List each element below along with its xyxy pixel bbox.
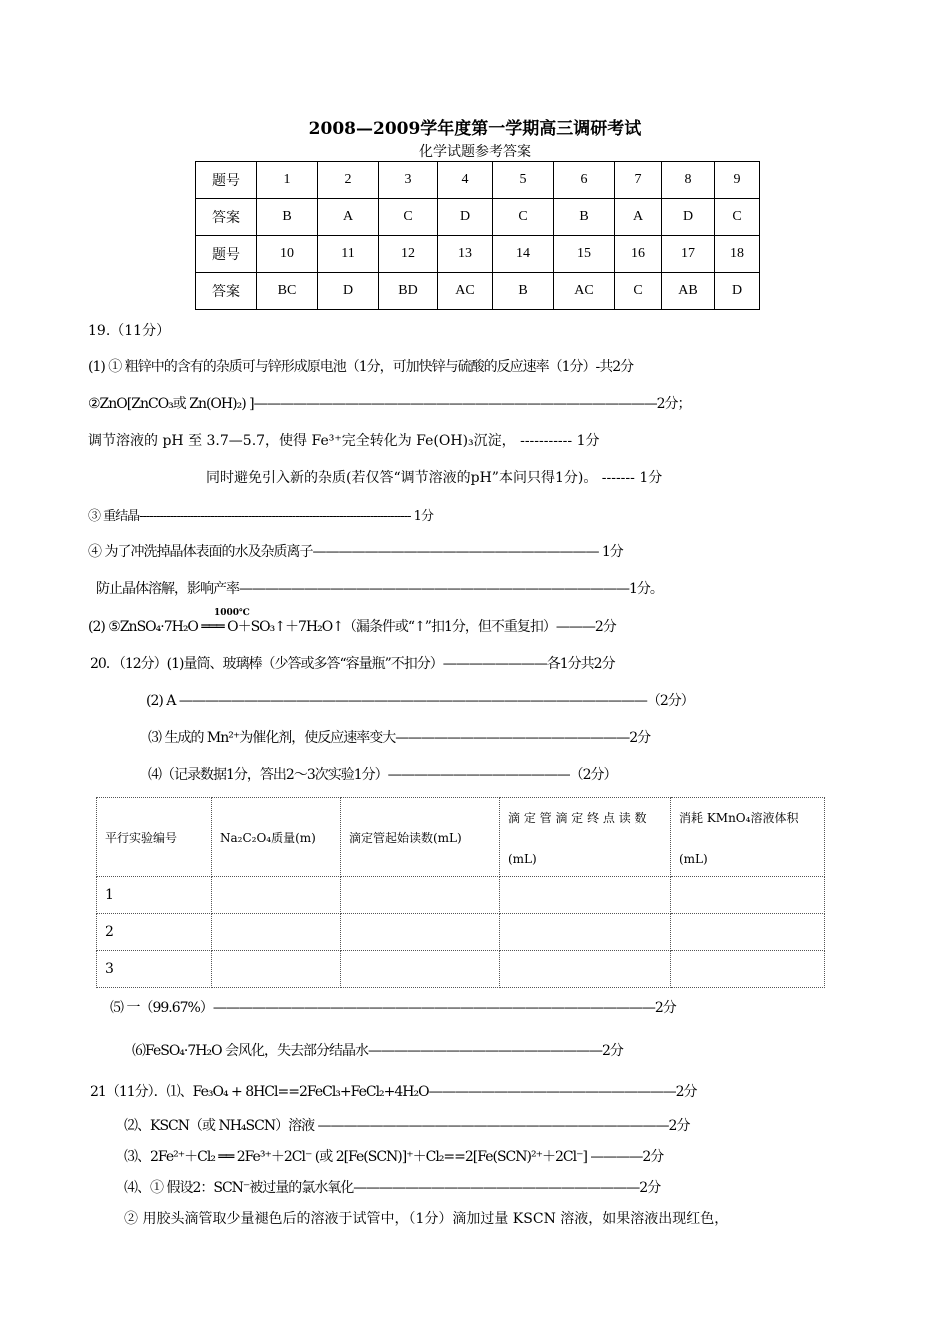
experiment-data-table bbox=[96, 797, 825, 988]
answer-cell: BD bbox=[379, 273, 438, 310]
row-label: 答案 bbox=[196, 199, 257, 236]
table-row bbox=[97, 914, 825, 951]
q20-line: (2) A ————————————————————————————————————（2分） bbox=[146, 693, 694, 709]
column-header-label: 滴 定 管 滴 定 终 点 读 数 bbox=[508, 810, 647, 825]
q21-line: ⑶、2Fe²⁺＋Cl₂ ══ 2Fe³⁺＋2Cl⁻ (或 2[Fe(SCN)]⁺＋Cl₂==2[Fe(SCN)²⁺＋2Cl⁻] ————2分 bbox=[124, 1149, 664, 1165]
row-label: 答案 bbox=[196, 273, 257, 310]
table-row bbox=[97, 798, 825, 877]
column-header: 平行实验编号 bbox=[97, 798, 212, 877]
table-row bbox=[196, 273, 760, 310]
question-number: 13 bbox=[438, 236, 493, 273]
question-number: 6 bbox=[554, 162, 615, 199]
column-header bbox=[671, 798, 825, 877]
question-number: 4 bbox=[438, 162, 493, 199]
row-number: 1 bbox=[97, 877, 212, 914]
empty-cell bbox=[212, 877, 341, 914]
column-header bbox=[500, 798, 671, 877]
question-number: 1 bbox=[257, 162, 318, 199]
column-header-unit: (mL) bbox=[508, 851, 537, 866]
column-header-label: 消耗 KMnO₄溶液体积 bbox=[679, 810, 799, 825]
empty-cell bbox=[212, 914, 341, 951]
empty-cell bbox=[500, 914, 671, 951]
empty-cell bbox=[500, 877, 671, 914]
question-number: 17 bbox=[662, 236, 715, 273]
q19-line: (1) ① 粗锌中的含有的杂质可与锌形成原电池（1分，可加快锌与硫酸的反应速率（1分）-共2分 bbox=[88, 359, 634, 375]
question-number: 18 bbox=[715, 236, 760, 273]
table-row bbox=[196, 199, 760, 236]
empty-cell bbox=[341, 914, 500, 951]
question-number: 5 bbox=[493, 162, 554, 199]
answer-cell: A bbox=[615, 199, 662, 236]
table-row bbox=[196, 236, 760, 273]
question-number: 9 bbox=[715, 162, 760, 199]
question-number: 7 bbox=[615, 162, 662, 199]
answer-cell: BC bbox=[257, 273, 318, 310]
empty-cell bbox=[671, 877, 825, 914]
question-number: 11 bbox=[318, 236, 379, 273]
q19-line: ④ 为了冲洗掉晶体表面的水及杂质离子—————————————————————— 1分 bbox=[88, 544, 623, 560]
q20-heading: 20．（12分）(1)量筒、玻璃棒（少答或多答“容量瓶”不扣分）————————各1分共2分 bbox=[90, 656, 615, 672]
q19-line: ②ZnO[ZnCO₃或 Zn(OH)₂) ]———————————————————————————————2分； bbox=[88, 396, 691, 412]
empty-cell bbox=[671, 951, 825, 988]
column-header: Na₂C₂O₄质量(m) bbox=[212, 798, 341, 877]
answer-cell: C bbox=[493, 199, 554, 236]
row-number: 2 bbox=[97, 914, 212, 951]
q21-line: ⑷、① 假设2：SCN⁻被过量的氯水氧化——————————————————————2分 bbox=[124, 1180, 661, 1196]
answer-cell: AC bbox=[554, 273, 615, 310]
question-number: 16 bbox=[615, 236, 662, 273]
answer-cell: B bbox=[257, 199, 318, 236]
answer-cell: B bbox=[554, 199, 615, 236]
empty-cell bbox=[341, 877, 500, 914]
empty-cell bbox=[341, 951, 500, 988]
q20-line: ⑸ 一（99.67%）——————————————————————————————————2分 bbox=[110, 1000, 676, 1016]
answer-cell: A bbox=[318, 199, 379, 236]
table-row bbox=[97, 951, 825, 988]
answer-cell: D bbox=[715, 273, 760, 310]
row-number: 3 bbox=[97, 951, 212, 988]
empty-cell bbox=[500, 951, 671, 988]
q21-line: ⑵、KSCN（或 NH₄SCN）溶液 ———————————————————————————2分 bbox=[124, 1118, 690, 1134]
answer-cell: D bbox=[438, 199, 493, 236]
q19-line: 调节溶液的 pH 至 3.7—5.7，使得 Fe³⁺完全转化为 Fe(OH)₃沉淀， ----------- 1分 bbox=[88, 433, 600, 449]
question-number: 3 bbox=[379, 162, 438, 199]
q20-line: ⑶ 生成的 Mn²⁺为催化剂，使反应速率变大——————————————————2分 bbox=[148, 730, 651, 746]
answer-cell: C bbox=[379, 199, 438, 236]
answer-cell: AC bbox=[438, 273, 493, 310]
q21-heading: 21（11分）．⑴、Fe₃O₄ + 8HCl==2FeCl₃+FeCl₂+4H₂O———————————————————2分 bbox=[90, 1084, 697, 1100]
table-row bbox=[97, 877, 825, 914]
q20-line: ⑷（记录数据1分，答出2～3次实验1分）——————————————（2分） bbox=[148, 767, 617, 783]
column-header-unit: (mL) bbox=[679, 851, 708, 866]
row-label: 题号 bbox=[196, 162, 257, 199]
question-number: 14 bbox=[493, 236, 554, 273]
empty-cell bbox=[212, 951, 341, 988]
answer-cell: C bbox=[715, 199, 760, 236]
q19-heading: 19.（11分） bbox=[88, 323, 171, 339]
reaction-condition: 1000℃ bbox=[214, 608, 250, 618]
page-title: 2008—2009学年度第一学期高三调研考试 bbox=[308, 119, 642, 139]
question-number: 2 bbox=[318, 162, 379, 199]
q20-line: ⑹FeSO₄·7H₂O 会风化，失去部分结晶水——————————————————2分 bbox=[132, 1043, 623, 1059]
empty-cell bbox=[671, 914, 825, 951]
page-subtitle: 化学试题参考答案 bbox=[419, 144, 531, 160]
answer-table bbox=[195, 161, 760, 310]
table-row bbox=[196, 162, 760, 199]
q19-line: (2) ⑤ZnSO₄·7H₂O ═══ O＋SO₃↑＋7H₂O↑（漏条件或“↑”扣1分，但不重复扣）———2分 bbox=[88, 619, 616, 635]
question-number: 15 bbox=[554, 236, 615, 273]
row-label: 题号 bbox=[196, 236, 257, 273]
answer-cell: D bbox=[318, 273, 379, 310]
answer-cell: B bbox=[493, 273, 554, 310]
answer-cell: C bbox=[615, 273, 662, 310]
q19-line: ③ 重结晶-------------------------------------------------------------------------------- 1分 bbox=[88, 509, 433, 524]
q19-line: 防止晶体溶解，影响产率——————————————————————————————1分。 bbox=[96, 581, 663, 597]
column-header: 滴定管起始读数(mL) bbox=[341, 798, 500, 877]
q19-line: 同时避免引入新的杂质(若仅答“调节溶液的pH”本问只得1分)。 ------- 1分 bbox=[206, 470, 663, 486]
answer-cell: D bbox=[662, 199, 715, 236]
question-number: 10 bbox=[257, 236, 318, 273]
answer-cell: AB bbox=[662, 273, 715, 310]
q21-line: ② 用胶头滴管取少量褪色后的溶液于试管中，（1分）滴加过量 KSCN 溶液，如果溶液出现红色， bbox=[124, 1211, 729, 1227]
question-number: 8 bbox=[662, 162, 715, 199]
question-number: 12 bbox=[379, 236, 438, 273]
